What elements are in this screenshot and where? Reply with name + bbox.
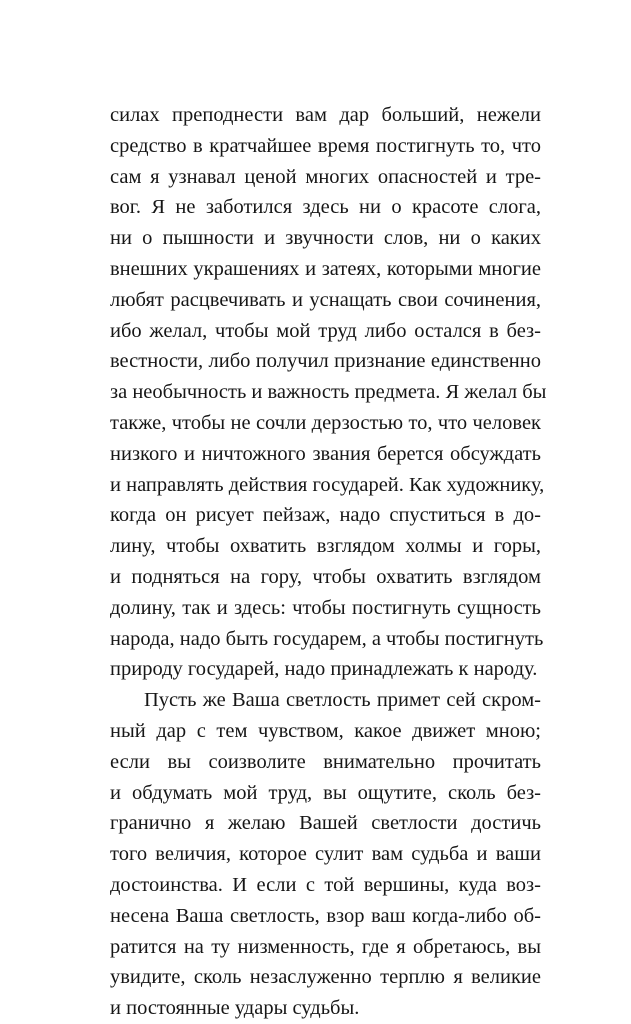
text-line: если вы соизволите внимательно прочитать [110, 750, 541, 773]
text-line: и обдумать мой труд, вы ощутите, сколь без- [110, 781, 541, 804]
text-line: силах преподнести вам дар больший, нежели [110, 104, 541, 126]
text-line: средство в кратчайшее время постигнуть то, что [110, 134, 541, 157]
text-line: народа, надо быть государем, а чтобы постигнуть [110, 627, 544, 650]
body-text [110, 100, 547, 1024]
text-line: гранично я желаю Вашей светлости достичь [110, 812, 541, 835]
text-line: и направлять действия государей. Как художнику, [110, 473, 545, 496]
paragraph-1 [110, 100, 547, 685]
text-line: за необычность и важность предмета. Я желал бы [110, 381, 547, 404]
text-line: ратится на ту низменность, где я обретаюсь, вы [110, 935, 541, 958]
text-line: вог. Я не заботился здесь ни о красоте слога, [110, 196, 541, 219]
text-line: Пусть же Ваша светлость примет сей скром- [144, 689, 541, 712]
text-line: любят расцвечивать и уснащать свои сочинения, [110, 288, 541, 311]
text-line: долину, так и здесь: чтобы постигнуть сущность [110, 596, 541, 619]
text-line: и подняться на гору, чтобы охватить взглядом [110, 565, 541, 588]
text-line: достоинства. И если с той вершины, куда воз- [110, 873, 541, 896]
text-line: ный дар с тем чувством, какое движет мною; [110, 719, 541, 742]
text-line: ни о пышности и звучности слов, ни о каких [110, 227, 541, 250]
text-line: вестности, либо получил признание единственно [110, 350, 541, 373]
text-line: несена Ваша светлость, взор ваш когда-либо об- [110, 904, 541, 927]
text-line: того величия, которое сулит вам судьба и ваши [110, 843, 541, 866]
text-line: сам я узнавал ценой многих опасностей и тре- [110, 165, 541, 188]
text-line: внешних украшениях и затеях, которыми многие [110, 257, 541, 280]
text-line: низкого и ничтожного звания берется обсуждать [110, 442, 541, 465]
text-line: увидите, сколь незаслуженно терплю я великие [110, 966, 541, 989]
text-line: когда он рисует пейзаж, надо спуститься в до- [110, 504, 541, 527]
text-line: и постоянные удары судьбы. [110, 997, 360, 1020]
text-line: также, чтобы не сочли дерзостью то, что человек [110, 411, 541, 434]
text-line: природу государей, надо принадлежать к народу. [110, 658, 538, 681]
text-line: лину, чтобы охватить взглядом холмы и горы, [110, 535, 541, 558]
paragraph-2 [110, 685, 541, 1024]
text-line: ибо желал, чтобы мой труд либо остался в без- [110, 319, 541, 342]
